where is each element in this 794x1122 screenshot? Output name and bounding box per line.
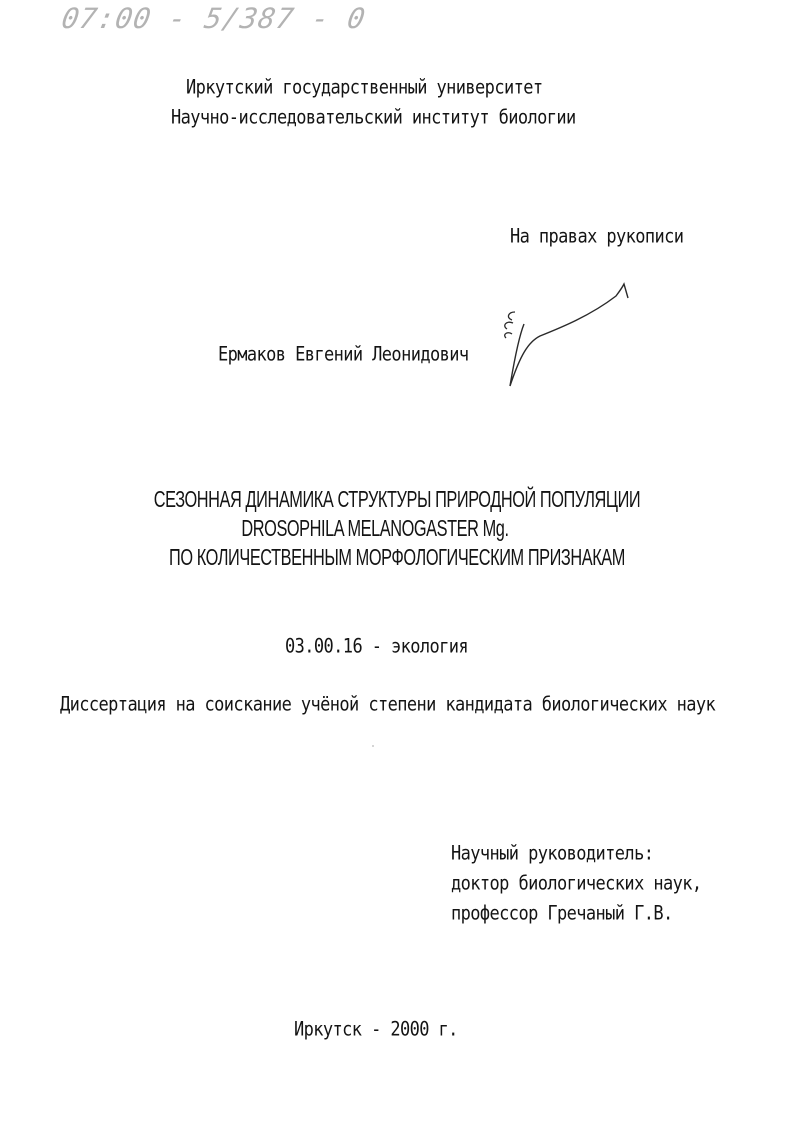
manuscript-note: На правах рукописи bbox=[510, 225, 684, 248]
thesis-title-line-3: ПО КОЛИЧЕСТВЕННЫМ МОРФОЛОГИЧЕСКИМ ПРИЗНАКАМ bbox=[169, 546, 625, 572]
supervisor-label: Научный руководитель: bbox=[451, 842, 654, 865]
archive-stamp: 07:00 - 5/387 - 0 bbox=[59, 2, 369, 35]
institute-name: Научно-исследовательский институт биологии bbox=[171, 106, 576, 129]
thesis-title-line-2: DROSOPHILA MELANOGASTER Mg. bbox=[241, 517, 509, 543]
author-name: Ермаков Евгений Леонидович bbox=[218, 343, 469, 366]
degree-statement: Диссертация на соискание учёной степени кандидата биологических наук bbox=[60, 693, 716, 716]
place-and-year: Иркутск - 2000 г. bbox=[294, 1018, 458, 1041]
supervisor-name: профессор Гречаный Г.В. bbox=[451, 902, 673, 925]
university-name: Иркутский государственный университет bbox=[186, 76, 543, 99]
author-signature bbox=[498, 276, 638, 396]
specialty-code: 03.00.16 - экология bbox=[285, 635, 469, 658]
scan-speck bbox=[372, 745, 374, 747]
thesis-title-line-1: СЕЗОННАЯ ДИНАМИКА СТРУКТУРЫ ПРИРОДНОЙ ПОПУЛЯЦИИ bbox=[153, 488, 641, 514]
supervisor-degree: доктор биологических наук, bbox=[451, 872, 702, 895]
